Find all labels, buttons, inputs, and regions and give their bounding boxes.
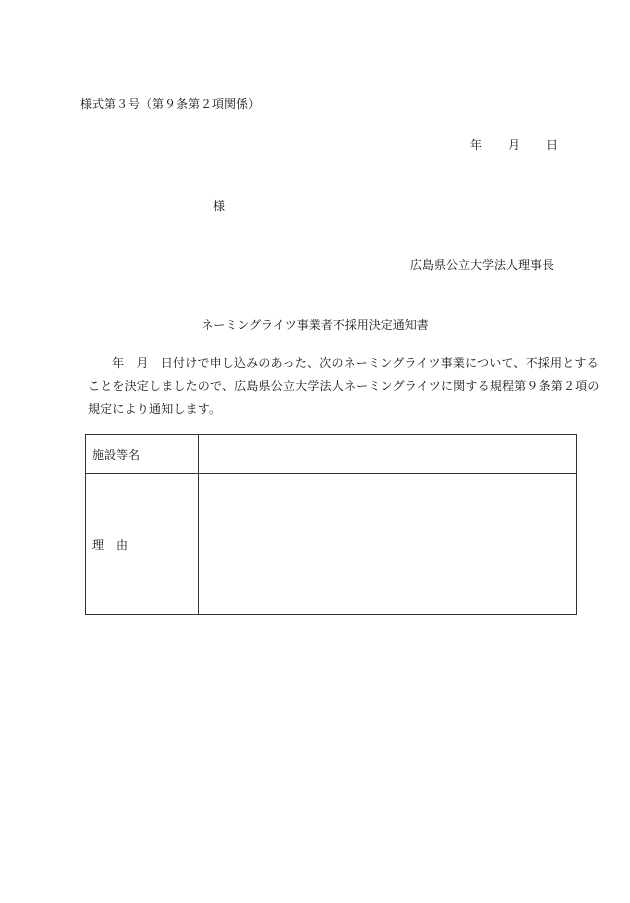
facility-name-label: 施設等名 bbox=[86, 435, 199, 474]
document-title: ネーミングライツ事業者不採用決定通知書 bbox=[201, 318, 429, 332]
date-day: 日 bbox=[546, 138, 559, 152]
table-row bbox=[86, 474, 577, 615]
date-month: 月 bbox=[508, 138, 521, 152]
reason-label: 理 由 bbox=[86, 474, 199, 615]
facility-name-value bbox=[199, 435, 577, 474]
details-table bbox=[85, 434, 577, 615]
body-line-1: 年 月 日付けで申し込みのあった、次のネーミングライツ事業について、不採用とする bbox=[112, 356, 599, 370]
reason-value bbox=[199, 474, 577, 615]
table-row bbox=[86, 435, 577, 474]
addressee-suffix: 様 bbox=[213, 199, 226, 213]
notice-body bbox=[88, 352, 600, 421]
issuer-name: 広島県公立大学法人理事長 bbox=[410, 258, 555, 272]
form-number: 様式第３号（第９条第２項関係） bbox=[80, 97, 261, 111]
body-line-3: 規定により通知します。 bbox=[88, 402, 222, 416]
body-line-2: ことを決定しましたので、広島県公立大学法人ネーミングライツに関する規程第９条第２項の bbox=[88, 379, 600, 393]
date-line bbox=[470, 137, 558, 153]
date-year: 年 bbox=[470, 138, 483, 152]
